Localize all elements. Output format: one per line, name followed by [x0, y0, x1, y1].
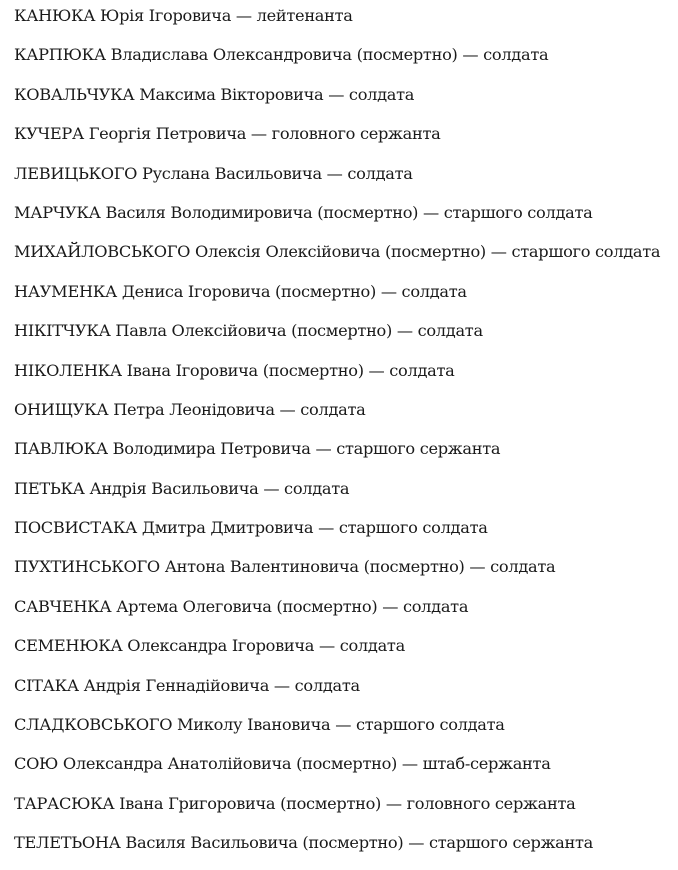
list-item: ПОСВИСТАКА Дмитра Дмитровича — старшого солдата [14, 518, 488, 538]
list-item: ПАВЛЮКА Володимира Петровича — старшого сержанта [14, 439, 501, 459]
list-item: ТЕЛЕТЬОНА Василя Васильовича (посмертно) — старшого сержанта [14, 833, 594, 853]
list-item: КУЧЕРА Георгія Петровича — головного сержанта [14, 124, 441, 144]
list-item: НІКОЛЕНКА Івана Ігоровича (посмертно) — солдата [14, 360, 455, 380]
list-item: ПУХТИНСЬКОГО Антона Валентиновича (посмертно) — солдата [14, 557, 556, 577]
list-item: КАРПЮКА Владислава Олександровича (посмертно) — солдата [14, 45, 549, 65]
list-item: МАРЧУКА Василя Володимировича (посмертно) — старшого солдата [14, 202, 593, 222]
list-item: НІКІТЧУКА Павла Олексійовича (посмертно) — солдата [14, 321, 483, 341]
award-recipients-list [14, 3, 660, 870]
list-item: КАНЮКА Юрія Ігоровича — лейтенанта [14, 6, 353, 25]
list-item: КОВАЛЬЧУКА Максима Вікторовича — солдата [14, 84, 415, 104]
list-item: СОЮ Олександра Анатолійовича (посмертно) — штаб-сержанта [14, 754, 551, 774]
list-item: НАУМЕНКА Дениса Ігоровича (посмертно) — солдата [14, 281, 467, 301]
list-item: ЛЕВИЦЬКОГО Руслана Васильовича — солдата [14, 163, 413, 183]
list-item: МИХАЙЛОВСЬКОГО Олексія Олексійовича (посмертно) — старшого солдата [14, 242, 661, 262]
list-item: СЛАДКОВСЬКОГО Миколу Івановича — старшого солдата [14, 715, 505, 735]
list-item: ОНИЩУКА Петра Леонідовича — солдата [14, 399, 366, 419]
list-item: СІТАКА Андрія Геннадійовича — солдата [14, 675, 360, 695]
list-item: САВЧЕНКА Артема Олеговича (посмертно) — солдата [14, 596, 469, 616]
list-item: СЕМЕНЮКА Олександра Ігоровича — солдата [14, 636, 405, 656]
list-item: ТАРАСЮКА Івана Григоровича (посмертно) — головного сержанта [14, 793, 576, 813]
list-item: ПЕТЬКА Андрія Васильовича — солдата [14, 478, 350, 498]
